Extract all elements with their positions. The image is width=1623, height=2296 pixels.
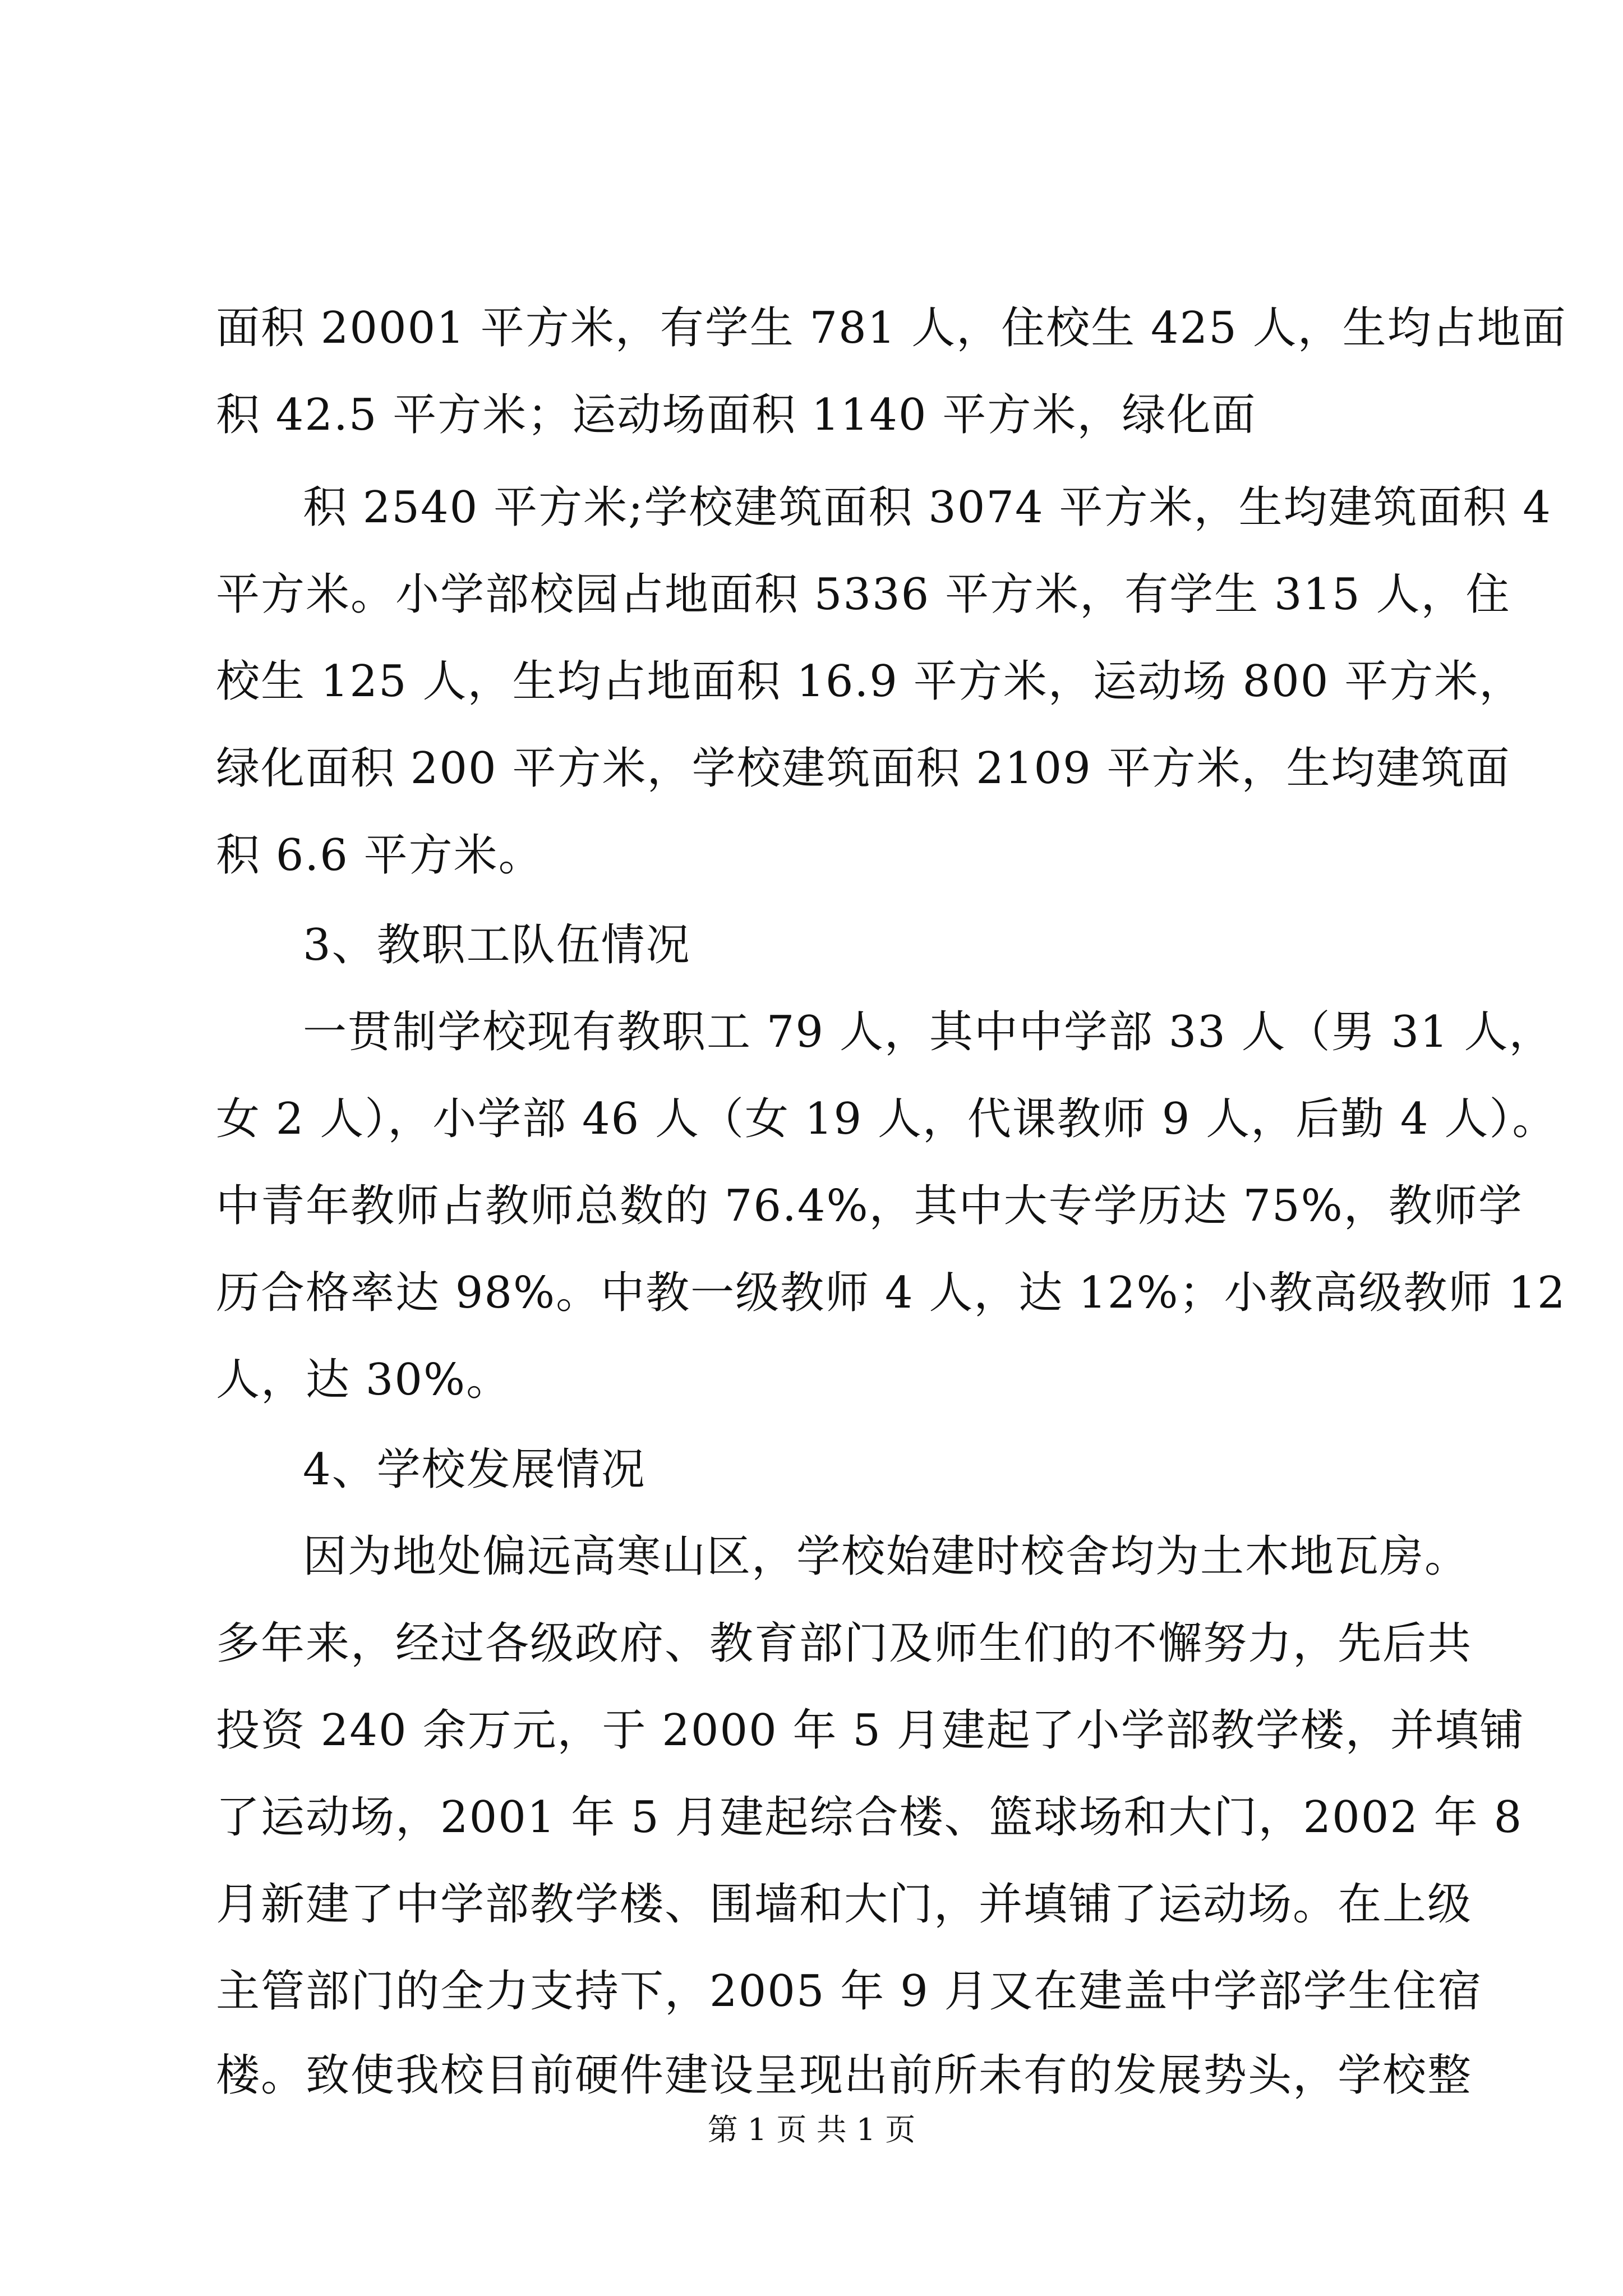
text-line: 了运动场，2001 年 5 月建起综合楼、篮球场和大门，2002 年 8 (216, 1792, 1523, 1843)
text-line: 人，达 30%。 (216, 1355, 511, 1405)
text-line: 校生 125 人，生均占地面积 16.9 平方米，运动场 800 平方米， (216, 656, 1524, 707)
text-line: 投资 240 余万元，于 2000 年 5 月建起了小学部教学楼，并填铺 (216, 1705, 1525, 1756)
text-line: 楼。致使我校目前硬件建设呈现出前所未有的发展势头，学校整 (216, 2050, 1473, 2101)
text-line: 平方米。小学部校园占地面积 5336 平方米，有学生 315 人，住 (216, 569, 1511, 620)
text-line: 积 42.5 平方米；运动场面积 1140 平方米，绿化面 (216, 390, 1257, 440)
text-line: 因为地处偏远高寒山区，学校始建时校舍均为土木地瓦房。 (303, 1531, 1470, 1582)
section-heading: 3、教职工队伍情况 (303, 920, 691, 970)
text-line: 面积 20001 平方米，有学生 781 人，住校生 425 人，生均占地面 (216, 303, 1567, 353)
text-line: 主管部门的全力支持下，2005 年 9 月又在建盖中学部学生住宿 (216, 1966, 1483, 2017)
text-line: 女 2 人），小学部 46 人（女 19 人，代课教师 9 人，后勤 4 人）。 (216, 1094, 1557, 1144)
text-line: 绿化面积 200 平方米，学校建筑面积 2109 平方米，生均建筑面 (216, 743, 1511, 794)
section-heading: 4、学校发展情况 (303, 1444, 646, 1495)
page-footer: 第 1 页 共 1 页 (707, 2112, 916, 2147)
text-line: 积 6.6 平方米。 (216, 830, 543, 881)
text-line: 历合格率达 98%。中教一级教师 4 人，达 12%；小教高级教师 12 (216, 1268, 1566, 1318)
text-line: 一贯制学校现有教职工 79 人，其中中学部 33 人（男 31 人， (303, 1007, 1554, 1057)
text-line: 中青年教师占教师总数的 76.4%，其中大专学历达 75%，教师学 (216, 1181, 1523, 1231)
text-line: 积 2540 平方米;学校建筑面积 3074 平方米，生均建筑面积 4 (303, 482, 1552, 533)
text-line: 多年来，经过各级政府、教育部门及师生们的不懈努力，先后共 (216, 1618, 1473, 1669)
text-line: 月新建了中学部教学楼、围墙和大门，并填铺了运动场。在上级 (216, 1879, 1473, 1930)
